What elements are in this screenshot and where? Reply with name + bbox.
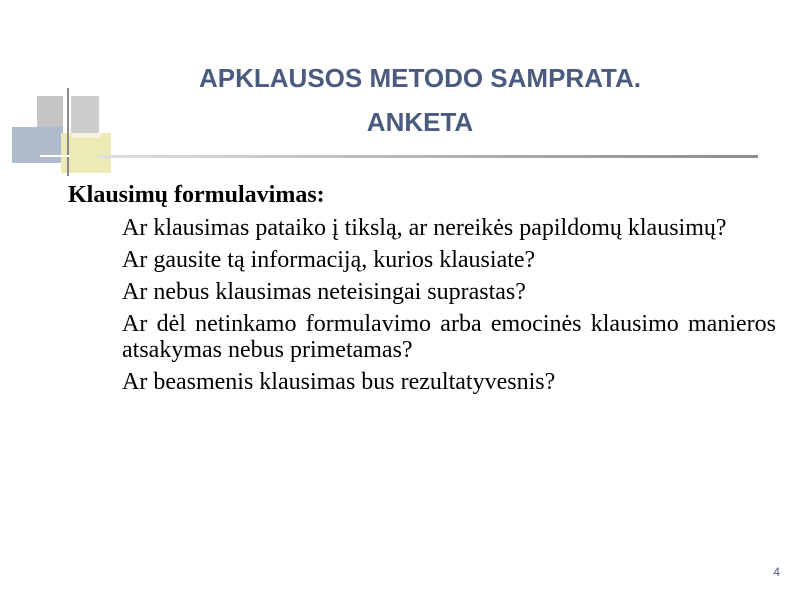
slide-title [120,56,720,144]
slide-body [68,179,776,401]
title-divider [98,155,758,158]
question-item: Ar nebus klausimas neteisingai suprastas? [122,279,526,305]
decorative-highlight [71,133,101,138]
question-item: Ar beasmenis klausimas bus rezultatyvesnis? [122,369,556,395]
slide-title-line-2: ANKETA [366,107,474,137]
decorative-vertical-line [67,88,69,176]
page-number: 4 [773,565,780,579]
decorative-square-gray [37,96,63,131]
section-heading: Klausimų formulavimas: [68,182,325,208]
question-item: Ar dėl netinkamo formulavimo arba emocinės klausimo manieros atsakymas nebus primetamas? [122,311,776,363]
question-item: Ar gausite tą informaciją, kurios klausiate? [122,247,536,273]
decorative-square-lightgray [71,96,99,133]
slide-title-line-1: APKLAUSOS METODO SAMPRATA. [198,63,641,93]
question-item: Ar klausimas pataiko į tikslą, ar nereikės papildomų klausimų? [122,215,727,241]
decorative-horizontal-line [40,155,70,157]
decorative-square-blue [12,127,63,163]
